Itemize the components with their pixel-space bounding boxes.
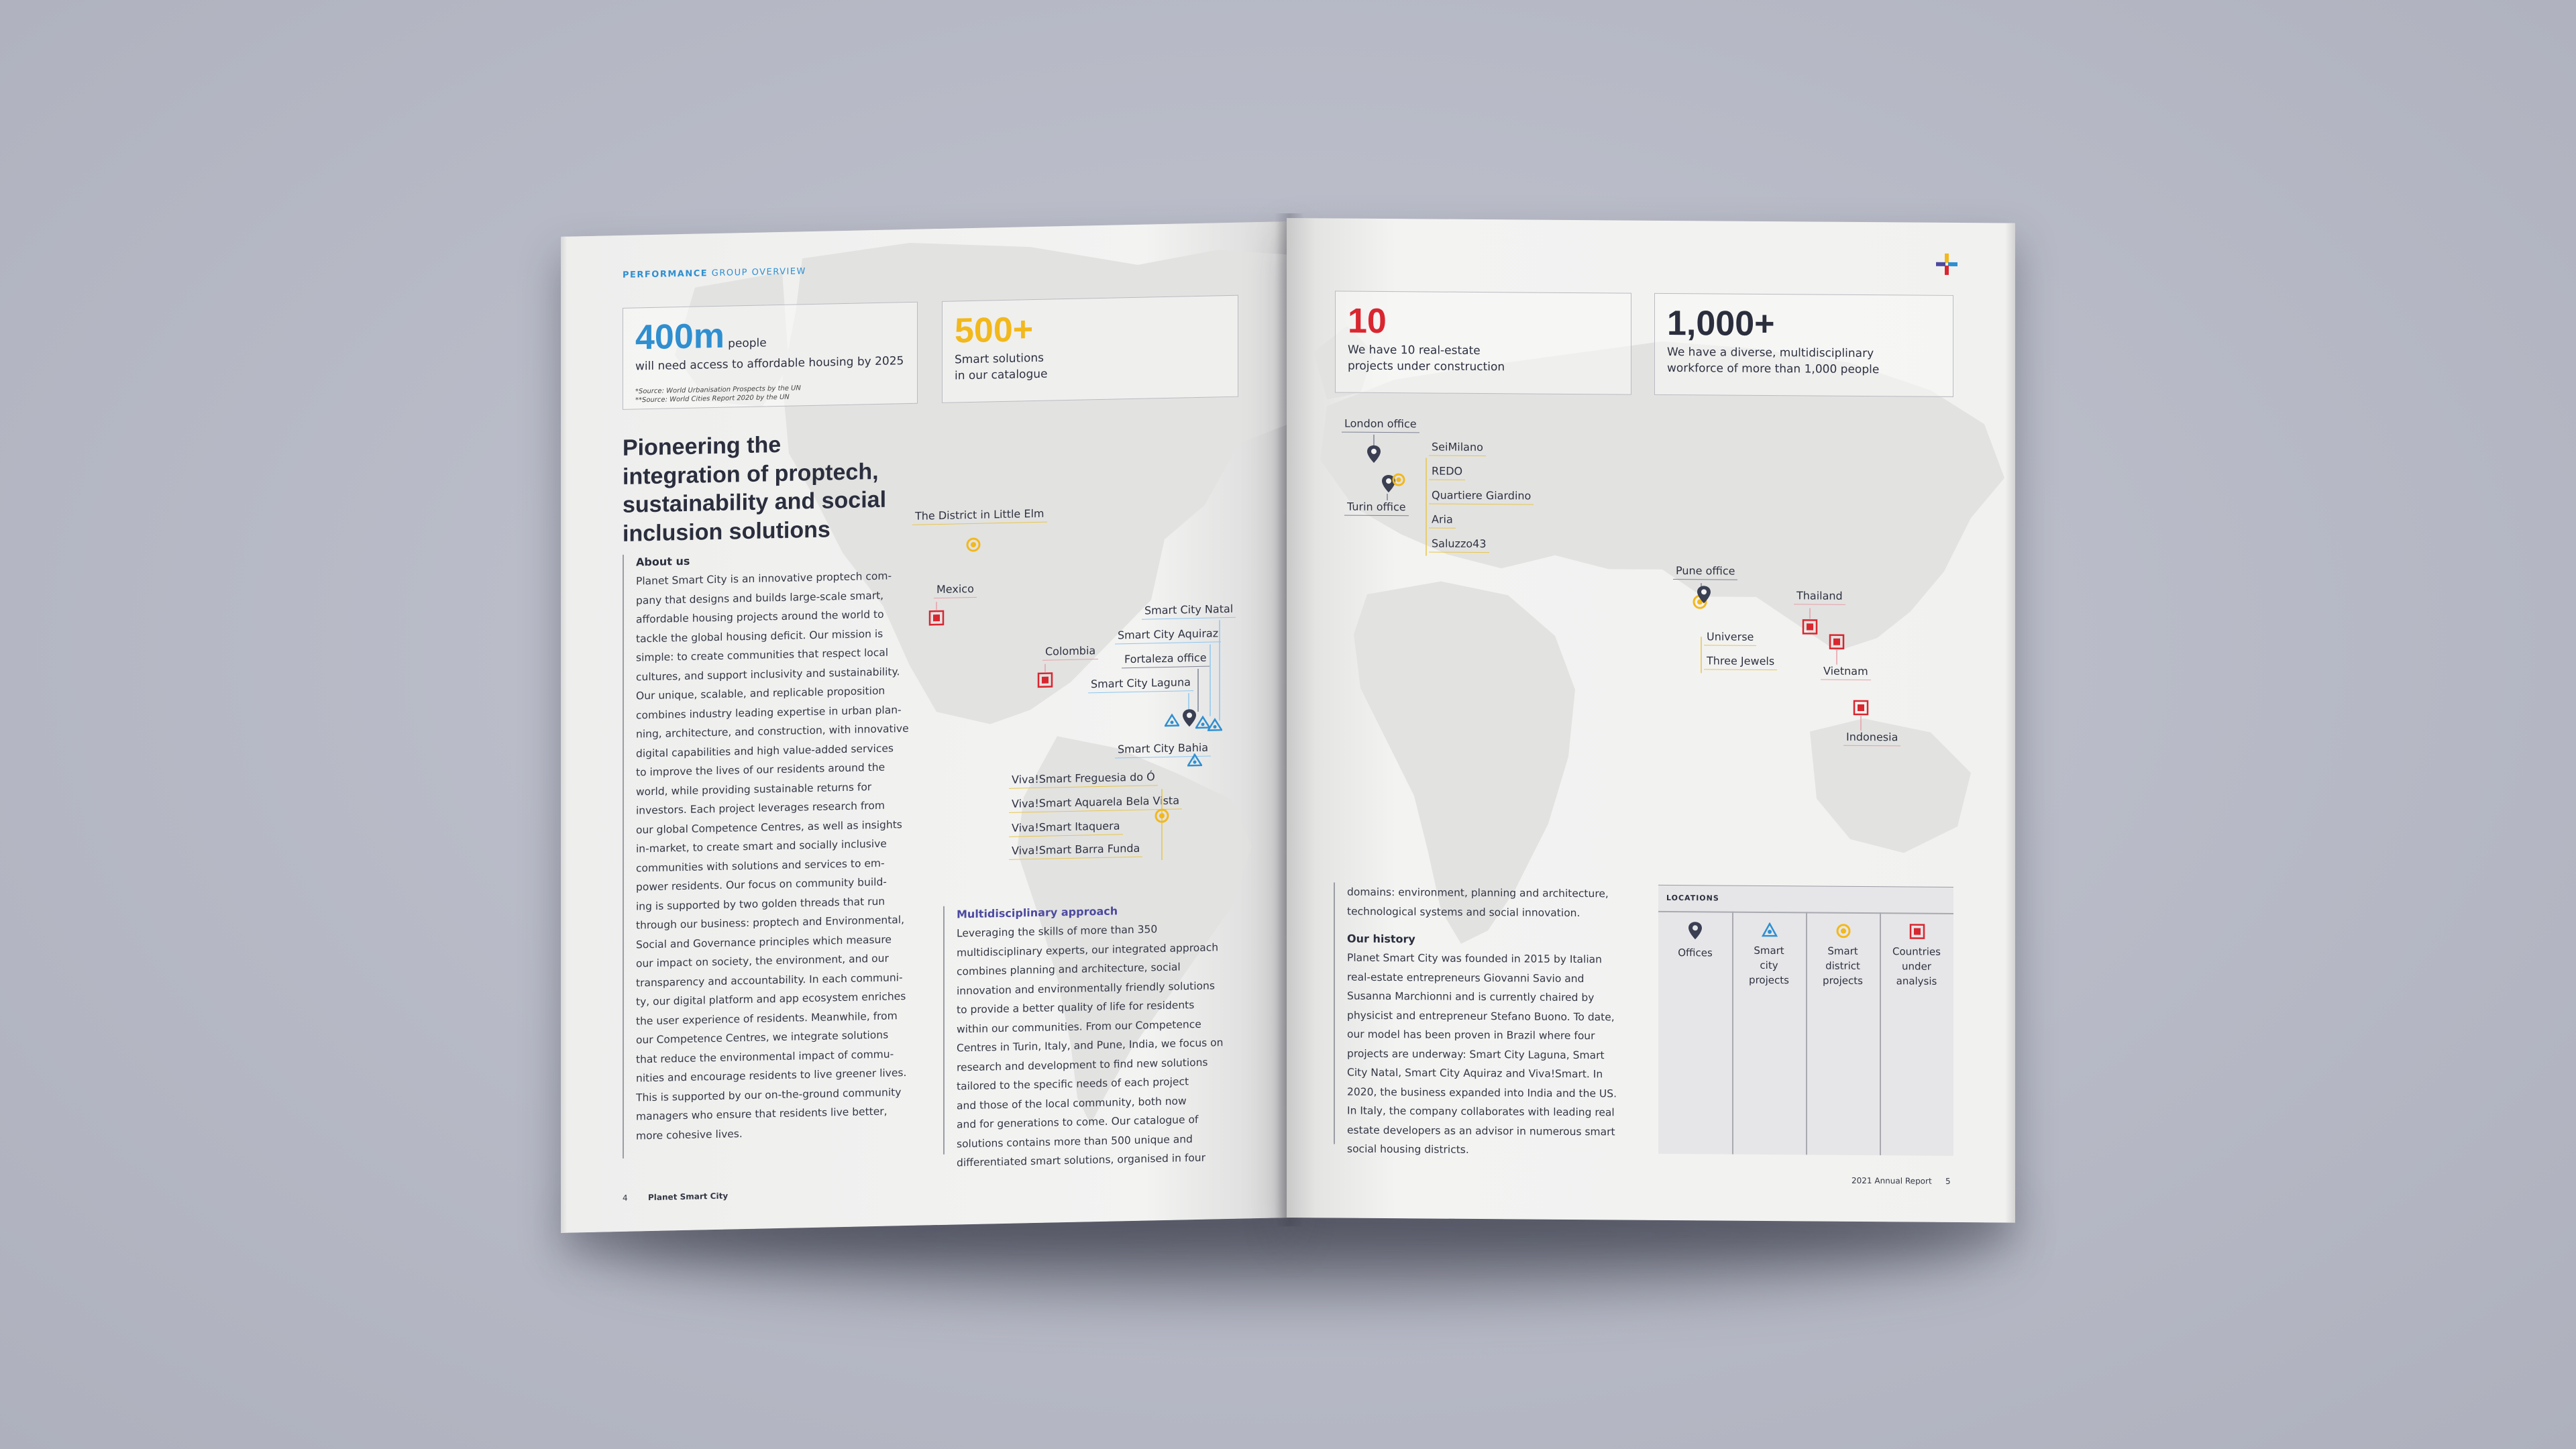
label-aquiraz: Smart City Aquiraz	[1115, 627, 1221, 644]
label-quartiere: Quartiere Giardino	[1429, 488, 1534, 504]
smart-district-marker	[1835, 923, 1851, 939]
country-analysis-marker	[1829, 634, 1845, 650]
label-universe: Universe	[1704, 630, 1756, 646]
label-aquarela: Viva!Smart Aquarela Bela Vista	[1009, 794, 1182, 812]
stat-value: 500+	[955, 310, 1034, 351]
multi-text: Leveraging the skills of more than 350 multidisciplinary experts, our integrated approach combines planning and architecture, social innovation and environmentally friendly solutions to provide a better quality of life for residents within our communities. From our Competence Centres in Turin, Italy, and Pune, India, we focus on research and development to find new solutions tailored to the specific needs of each project and those of the local community, both now and for generations to come. Our catalogue of solutions contains more than 500 unique and differentiated smart solutions, organised in four	[957, 923, 1224, 1169]
history-text: Planet Smart City was founded in 2015 by Italian real-estate entrepreneurs Giovanni Savio and Susanna Marchionni and is currently chaired by physicist and entrepreneur Stefano Buono. To date, our model has been proven in Brazil where four projects are underway: Smart City Laguna, Smart City Natal, Smart City Aquiraz and Viva!Smart. In 2020, the business expanded into India and the US. In Italy, the company collaborates with leading real estate developers as an advisor in numerous smart social housing districts.	[1347, 951, 1617, 1156]
stat-value: 10	[1348, 301, 1387, 341]
smart-district-marker	[965, 537, 981, 553]
country-analysis-marker	[1909, 923, 1925, 939]
legend-smart-city: Smart city projects	[1749, 944, 1789, 986]
stat-box-500: 500+ Smart solutions in our catalogue	[942, 295, 1238, 403]
label-saluzzo: Saluzzo43	[1429, 537, 1489, 553]
right-page	[1287, 218, 2015, 1223]
label-seimilano: SeiMilano	[1429, 440, 1486, 456]
smart-city-marker	[1165, 714, 1179, 727]
label-vietnam: Vietnam	[1821, 665, 1871, 681]
label-three-jewels: Three Jewels	[1704, 654, 1777, 670]
label-turin: Turin office	[1344, 500, 1409, 517]
label-laguna: Smart City Laguna	[1088, 676, 1193, 693]
label-mexico: Mexico	[934, 582, 977, 598]
smart-district-marker	[1391, 472, 1406, 487]
label-pune: Pune office	[1673, 564, 1737, 580]
stat-box-400m: 400m people will need access to affordable housing by 2025 *Source: World Urbanisation Prospects by the UN **Source: World Cities Report 2020 by the UN	[623, 302, 918, 410]
about-title: About us	[636, 554, 690, 569]
country-analysis-marker	[928, 610, 945, 627]
stat-value: 400m	[635, 316, 724, 358]
label-london: London office	[1342, 417, 1419, 433]
office-pin-icon	[1366, 444, 1382, 464]
country-analysis-marker	[1037, 672, 1053, 688]
page-number-left: 4	[623, 1193, 628, 1203]
page-headline: Pioneering the integration of proptech, sustainability and social inclusion solutions	[623, 431, 887, 547]
label-little-elm: The District in Little Elm	[912, 507, 1047, 525]
section-header: PERFORMANCE GROUP OVERVIEW	[623, 266, 806, 280]
left-page	[561, 221, 1292, 1233]
country-analysis-marker	[1853, 700, 1869, 716]
stat-box-1000: 1,000+ We have a diverse, multidisciplinary workforce of more than 1,000 people	[1654, 293, 1953, 397]
about-text: Planet Smart City is an innovative proptech com- pany that designs and builds large-scale smart, affordable housing projects around the world to tackle the global housing deficit. Our mission is simple: to create communities that respect local cultures, and support inclusivity and sustainability. Our unique, scalable, and replicable proposition combines industry leading expertise in urban plan- ning, architecture, and construction, with innovative digital capabilities and high value-added services to improve the lives of our residents around the world, while providing sustainable returns for investors. Each project leverages research from our global Competence Centres, as well as insights in-market, to create smart and socially inclusive communities with solutions and services to em- power residents. Our focus on community build- ing is supported by two golden threads that run through our business: proptech and Environmental, Social and Governance principles which measure our impact on society, the environment, and our transparency and accountability. In each communi- ty, our digital platform and app ecosystem enriches the user experience of residents. Meanwhile, from our Competence Centres, we integrate solutions that reduce the environmental impact of commu- nities and encourage residents to live greener lives. This is supported by our on-the-ground community managers who ensure that residents live better, more cohesive lives.	[636, 570, 909, 1142]
history-rule	[1334, 882, 1335, 1144]
label-freguesia: Viva!Smart Freguesia do Ó	[1009, 770, 1158, 789]
label-indonesia: Indonesia	[1843, 731, 1900, 747]
page-number-right: 5	[1945, 1176, 1951, 1186]
legend-smart-district: Smart district projects	[1823, 945, 1863, 987]
label-bahia: Smart City Bahia	[1115, 741, 1211, 759]
stat-box-10: 10 We have 10 real-estate projects under construction	[1335, 291, 1631, 395]
source-note-2: **Source: World Cities Report 2020 by the UN	[635, 393, 790, 405]
locations-legend	[1658, 885, 1953, 1156]
smart-district-marker	[1154, 808, 1170, 824]
label-aria: Aria	[1429, 513, 1456, 528]
label-colombia: Colombia	[1042, 644, 1098, 661]
legend-countries: Countries under analysis	[1892, 945, 1941, 987]
legend-title: LOCATIONS	[1666, 893, 1719, 903]
multi-title: Multidisciplinary approach	[957, 904, 1118, 921]
smart-city-marker	[1187, 753, 1202, 767]
country-analysis-marker	[1802, 619, 1818, 635]
continued-text: domains: environment, planning and architecture, technological systems and social innovation.	[1347, 885, 1609, 919]
stat-text: will need access to affordable housing by 2025	[635, 354, 904, 374]
footer-brand: Planet Smart City	[648, 1191, 729, 1203]
label-thailand: Thailand	[1794, 589, 1845, 605]
label-redo: REDO	[1429, 464, 1465, 480]
label-itaquera: Viva!Smart Itaquera	[1009, 819, 1123, 837]
smart-city-marker	[1762, 922, 1778, 937]
label-barra-funda: Viva!Smart Barra Funda	[1009, 842, 1142, 860]
office-pin-icon	[1687, 920, 1703, 941]
label-natal: Smart City Natal	[1142, 602, 1236, 620]
footer-report: 2021 Annual Report	[1851, 1175, 1932, 1186]
office-pin-icon	[1696, 584, 1712, 604]
legend-offices: Offices	[1678, 947, 1713, 959]
label-fortaleza: Fortaleza office	[1122, 651, 1210, 669]
history-title: Our history	[1347, 932, 1415, 946]
smart-city-marker	[1208, 718, 1222, 731]
stat-value: 1,000+	[1667, 303, 1775, 344]
source-note-1: *Source: World Urbanisation Prospects by the UN	[635, 384, 801, 396]
